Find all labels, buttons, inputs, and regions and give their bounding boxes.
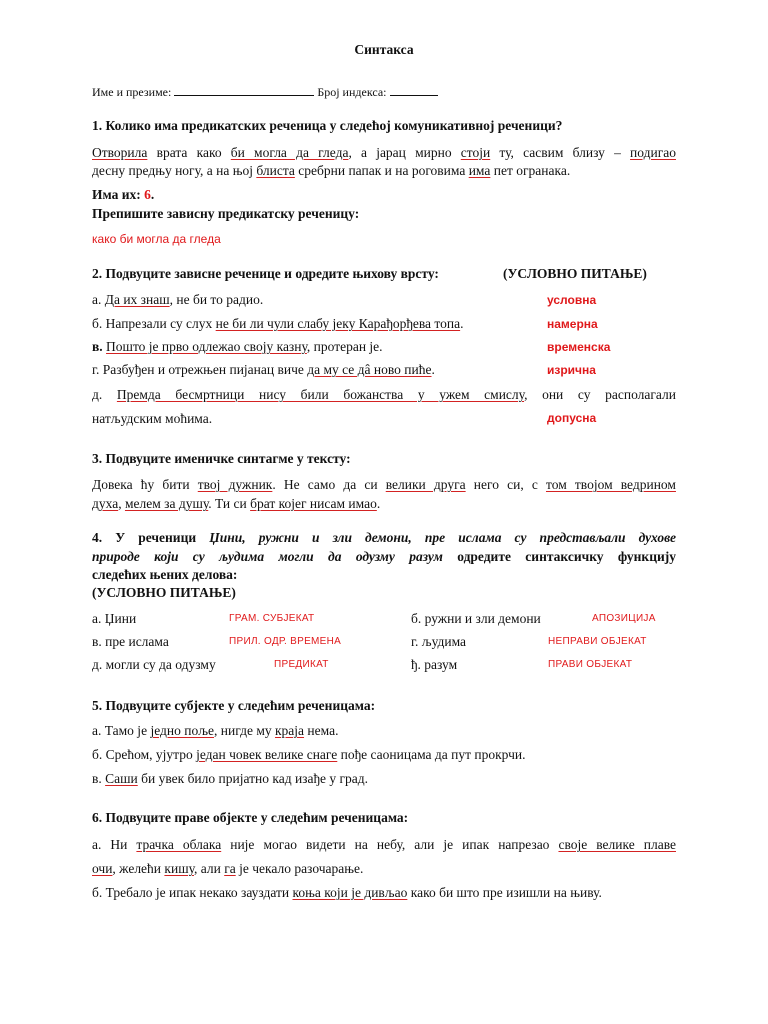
underlined-phrase: један човек велике снаге <box>196 747 338 762</box>
text-segment: , они су располагали <box>524 387 676 402</box>
text-segment: како би што пре изишли на њиву. <box>407 885 602 900</box>
q1-count <box>92 187 154 203</box>
text-segment: Довека ћу бити <box>92 477 198 492</box>
text-segment: је чекало разочарање. <box>235 861 364 876</box>
text-segment: , не би то радио. <box>169 292 264 307</box>
q1-count-value: 6 <box>144 187 151 202</box>
q1-answer: како би могла да гледа <box>92 232 221 246</box>
q6-item-b <box>92 885 602 901</box>
q4-item-c: в. пре ислама <box>92 634 169 649</box>
q2-condition: (УСЛОВНО ПИТАЊЕ) <box>503 266 647 281</box>
underlined-phrase: га <box>224 861 236 876</box>
text-segment: сребрни папак и на роговима <box>294 163 469 178</box>
text-segment: в. <box>92 771 106 786</box>
q4-item-e: д. могли су да одузму <box>92 657 216 672</box>
text-segment: . <box>376 496 381 511</box>
text-segment: десну предњу ногу, а на њој <box>92 163 257 178</box>
q4-suffix: одредите синтаксичку функцију <box>457 549 677 564</box>
q4-quoted-sentence-part-1: Џини, ружни и зли демони, пре ислама су представљали духове <box>209 530 676 545</box>
underlined-phrase: духа <box>92 496 119 511</box>
underlined-phrase: Саши <box>105 771 138 786</box>
underlined-phrase: има <box>468 163 491 178</box>
q4-item-f: ђ. разум <box>411 657 458 672</box>
question-5: 5. Подвуците субјекте у следећим реченицама: <box>92 698 376 713</box>
underlined-phrase: брат којег нисам имао <box>250 496 377 511</box>
q5-item-c <box>92 771 368 787</box>
q2-item-e-line-1 <box>92 387 676 403</box>
q4-answer-a: ГРАМ. СУБЈЕКАТ <box>229 613 315 624</box>
q2-answer-c: временска <box>547 340 611 354</box>
q4-item-d: г. људима <box>411 634 467 649</box>
underlined-phrase: коња који је дивљао <box>292 885 408 900</box>
underlined-phrase: једно поље <box>150 723 215 738</box>
text-segment: врата како <box>147 145 231 160</box>
text-segment: . <box>460 316 464 331</box>
text-segment: би увек било пријатно кад изађе у град. <box>137 771 369 786</box>
underlined-phrase: том твојом ведрином <box>545 477 676 492</box>
q2-item-c-text <box>106 339 383 354</box>
q4-prefix: 4. У реченици <box>92 530 197 545</box>
q2-item-a <box>92 292 263 308</box>
document-title: Синтакса <box>354 42 414 57</box>
text-segment: него си, с <box>465 477 546 492</box>
question-3: 3. Подвуците именичке синтагме у тексту: <box>92 451 351 466</box>
question-6: 6. Подвуците праве објекте у следећим реченицама: <box>92 810 409 825</box>
text-segment: пође саоницама да пут прокрчи. <box>337 747 526 762</box>
q2-item-a-label: а. <box>92 292 105 307</box>
underlined-phrase: стоји <box>460 145 491 160</box>
q4-answer-e: ПРЕДИКАТ <box>274 659 329 670</box>
underlined-phrase: блиста <box>256 163 295 178</box>
text-segment: , протеран је. <box>306 339 383 354</box>
text-segment: Напрезали су слух <box>105 316 216 331</box>
text-segment: пет огранака. <box>490 163 571 178</box>
underlined-phrase: не би ли чули слабу јеку Карађорђева топа <box>215 316 461 331</box>
q5-item-b <box>92 747 525 763</box>
q4-answer-b: АПОЗИЦИЈА <box>592 613 656 624</box>
q6-item-a-line-1 <box>92 837 676 853</box>
underlined-phrase: подигао <box>630 145 676 160</box>
text-segment: а. Ни <box>92 837 137 852</box>
q6-item-a-line-2 <box>92 861 363 877</box>
q3-line-1 <box>92 477 676 493</box>
q1-sentence-line-1 <box>92 145 676 161</box>
underlined-phrase: кишу <box>164 861 194 876</box>
q2-answer-d: изрична <box>547 363 596 377</box>
text-segment: б. Требало је ипак некако зауздати <box>92 885 293 900</box>
q4-condition: (УСЛОВНО ПИТАЊЕ) <box>92 585 236 600</box>
name-blank[interactable] <box>174 85 314 96</box>
text-segment: , <box>118 496 125 511</box>
q4-answer-d: НЕПРАВИ ОБЈЕКАТ <box>548 636 647 647</box>
underlined-phrase: Да их знаш <box>104 292 170 307</box>
underlined-phrase: краја <box>274 723 305 738</box>
text-segment: . Ти си <box>208 496 251 511</box>
name-label: Име и презиме: <box>92 85 172 99</box>
q2-item-d-label: г. <box>92 362 103 377</box>
underlined-phrase: би могла да гледа <box>230 145 349 160</box>
q2-answer-e: допусна <box>547 411 597 425</box>
text-segment: ту, сасвим близу – <box>490 145 631 160</box>
underlined-phrase: своје велике плаве <box>558 837 676 852</box>
q2-item-d <box>92 362 435 378</box>
q2-item-d-text <box>103 362 435 377</box>
q1-count-label: Има их: <box>92 187 145 202</box>
q4-answer-f: ПРАВИ ОБЈЕКАТ <box>548 659 633 670</box>
underlined-phrase: трачка облака <box>136 837 222 852</box>
q2-item-b-label: б. <box>92 316 106 331</box>
q4-item-a: а. Џини <box>92 611 137 626</box>
q1-sentence-line-2 <box>92 163 570 179</box>
question-1: 1. Колико има предикатских реченица у следећој комуникативној реченици? <box>92 118 563 133</box>
text-segment: нема. <box>304 723 339 738</box>
q1-instruction: Препишите зависну предикатску реченицу: <box>92 206 360 221</box>
q2-item-b-text <box>106 316 464 331</box>
underlined-phrase: велики друга <box>385 477 466 492</box>
underlined-phrase: Отворила <box>92 145 148 160</box>
q2-item-c <box>92 339 383 355</box>
q4-item-b: б. ружни и зли демони <box>411 611 541 626</box>
text-segment: , желећи <box>112 861 165 876</box>
underlined-phrase: Премда бесмртници нису били божанства у ужем смислу <box>116 387 525 402</box>
question-2: 2. Подвуците зависне реченице и одредите њихову врсту: <box>92 266 439 281</box>
q4-answer-c: ПРИЛ. ОДР. ВРЕМЕНА <box>229 636 342 647</box>
text-segment: , а јарац мирно <box>348 145 461 160</box>
text-segment: д. <box>92 387 117 402</box>
text-segment: б. Срећом, ујутро <box>92 747 197 762</box>
q2-answer-a: условна <box>547 293 597 307</box>
underlined-phrase: мелем за душу <box>124 496 209 511</box>
q4-quoted-sentence-part-2: природе који су људима могли да одузму разум <box>92 549 443 564</box>
q2-item-e-line-2: натљудским моћима. <box>92 411 213 426</box>
question-4-line-1 <box>92 530 676 546</box>
text-segment: . Не само да си <box>272 477 386 492</box>
underlined-phrase: да му се дâ ново пиће <box>307 362 432 377</box>
q5-item-a <box>92 723 338 739</box>
q2-answer-b: намерна <box>547 317 598 331</box>
q4-line-3: следећих њених делова: <box>92 567 238 582</box>
student-info-line <box>92 85 438 99</box>
q2-item-b <box>92 316 464 332</box>
text-segment: Разбуђен и отрежњен пијанац виче <box>102 362 308 377</box>
index-blank[interactable] <box>390 85 438 96</box>
text-segment: а. Тамо је <box>92 723 151 738</box>
text-segment: , нигде му <box>214 723 275 738</box>
q2-item-c-label: в. <box>92 339 107 354</box>
underlined-phrase: твој дужник <box>197 477 273 492</box>
text-segment: није могао видети на небу, али је ипак напрезао <box>221 837 559 852</box>
underlined-phrase: очи <box>92 861 113 876</box>
underlined-phrase: Пошто је прво одлежао своју казну <box>106 339 307 354</box>
question-4-line-2 <box>92 549 676 565</box>
q3-line-2 <box>92 496 380 512</box>
text-segment: , али <box>193 861 225 876</box>
index-label: Број индекса: <box>317 85 387 99</box>
q1-count-suffix: . <box>150 187 155 202</box>
q2-item-a-text <box>105 292 264 307</box>
text-segment: . <box>431 362 435 377</box>
